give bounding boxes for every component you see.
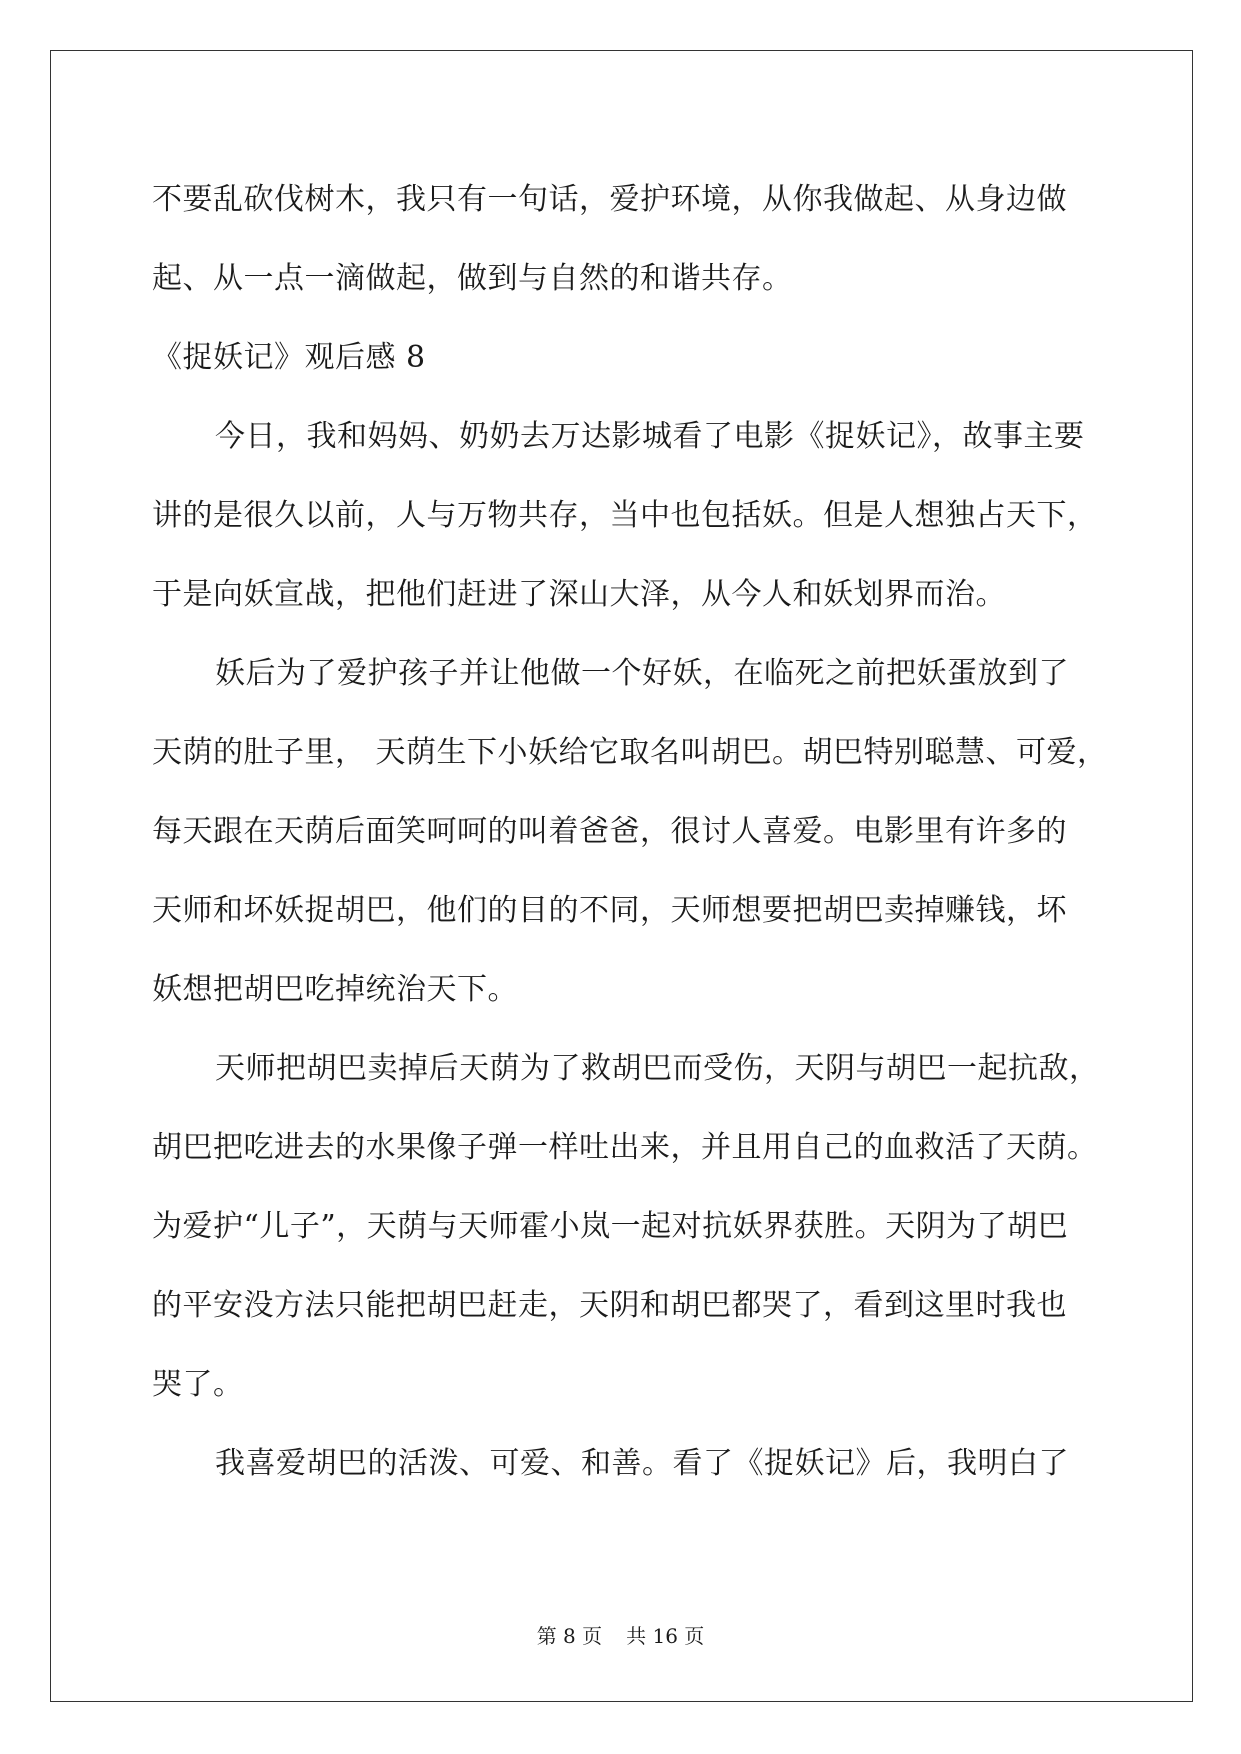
text-line: 妖想把胡巴吃掉统治天下。 — [152, 972, 518, 1007]
document-body — [152, 160, 1112, 1503]
page-number: 第 8 页 — [536, 1624, 603, 1648]
paragraph-start-line: 天师把胡巴卖掉后天荫为了救胡巴而受伤，天阴与胡巴一起抗敌， — [215, 1051, 1100, 1086]
text-line: 为爱护“儿子”，天荫与天师霍小岚一起对抗妖界获胜。天阴为了胡巴 — [152, 1209, 1069, 1244]
text-line: 天师和坏妖捉胡巴，他们的目的不同，天师想要把胡巴卖掉赚钱，坏 — [152, 893, 1067, 928]
text-line: 每天跟在天荫后面笑呵呵的叫着爸爸，很讨人喜爱。电影里有许多的 — [152, 814, 1067, 849]
text-line: 的平安没方法只能把胡巴赶走，天阴和胡巴都哭了，看到这里时我也 — [152, 1288, 1067, 1323]
text-line: 哭了。 — [152, 1367, 244, 1402]
text-line: 于是向妖宣战，把他们赶进了深山大泽，从今人和妖划界而治。 — [152, 577, 1006, 612]
text-line: 天荫的肚子里， 天荫生下小妖给它取名叫胡巴。胡巴特别聪慧、可爱， — [152, 735, 1108, 770]
paragraph-start-line: 今日，我和妈妈、奶奶去万达影城看了电影《捉妖记》，故事主要 — [215, 419, 1085, 454]
text-line: 不要乱砍伐树木，我只有一句话，爱护环境，从你我做起、从身边做 — [152, 182, 1067, 217]
page-footer — [0, 1620, 1241, 1649]
text-line: 讲的是很久以前，人与万物共存，当中也包括妖。但是人想独占天下， — [152, 498, 1098, 533]
paragraph-start-line: 妖后为了爱护孩子并让他做一个好妖，在临死之前把妖蛋放到了 — [215, 656, 1069, 691]
text-line: 胡巴把吃进去的水果像子弹一样吐出来，并且用自己的血救活了天荫。 — [152, 1130, 1098, 1165]
text-line: 起、从一点一滴做起，做到与自然的和谐共存。 — [152, 261, 793, 296]
paragraph-start-line: 我喜爱胡巴的活泼、可爱、和善。看了《捉妖记》后，我明白了 — [215, 1446, 1069, 1481]
page-total: 共 16 页 — [626, 1624, 705, 1648]
section-heading: 《捉妖记》观后感 8 — [152, 340, 426, 375]
